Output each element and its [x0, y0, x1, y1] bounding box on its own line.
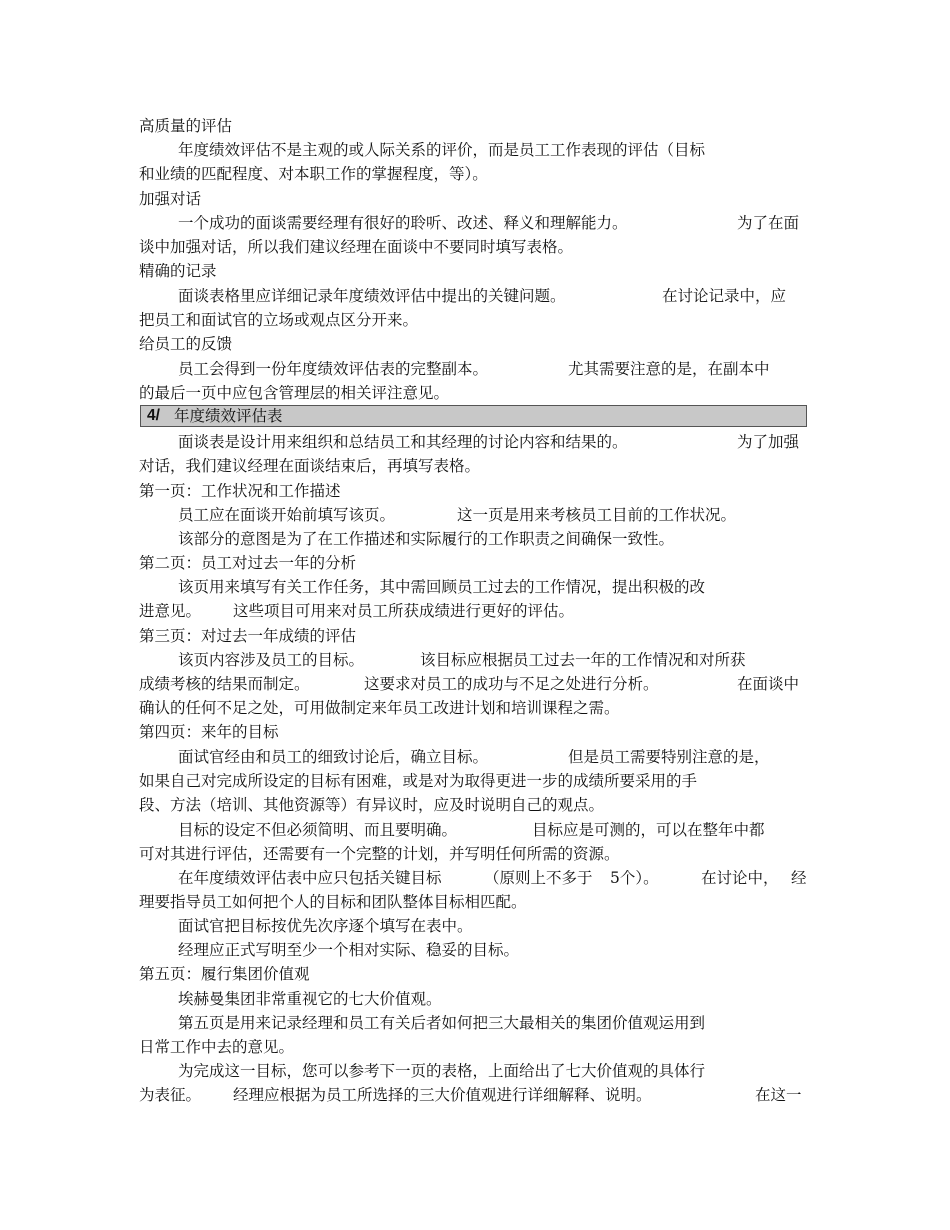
paragraph-line: 面谈表是设计用来组织和总结员工和其经理的讨论内容和结果的。 [178, 433, 628, 451]
section-title: 年度绩效评估表 [174, 407, 283, 425]
paragraph-line: 5个）。 [610, 869, 659, 887]
paragraph-line: 面试官经由和员工的细致讨论后，确立目标。 [178, 748, 489, 766]
paragraph-line: 在讨论中， [701, 869, 779, 887]
heading-page3: 第三页：对过去一年成绩的评估 [139, 627, 357, 645]
paragraph-line: 员工会得到一份年度绩效评估表的完整副本。 [178, 360, 489, 378]
paragraph-line: 这一页是用来考核员工目前的工作状况。 [457, 506, 737, 524]
heading-page2: 第二页：员工对过去一年的分析 [139, 554, 357, 572]
paragraph-line: 在面谈中 [737, 675, 800, 693]
paragraph-line: 该页内容涉及员工的目标。 [178, 651, 365, 669]
paragraph-line: 这要求对员工的成功与不足之处进行分析。 [364, 675, 659, 693]
paragraph-line: 如果自己对完成所设定的目标有困难，或是对为取得更进一步的成绩所要采用的手 [139, 772, 698, 790]
paragraph-line: 一个成功的面谈需要经理有很好的聆听、改述、释义和理解能力。 [178, 214, 628, 232]
paragraph-line: 为表征。 [139, 1086, 202, 1104]
paragraph-line: 面谈表格里应详细记录年度绩效评估中提出的关键问题。 [178, 287, 566, 305]
paragraph-line: 的最后一页中应包含管理层的相关评注意见。 [139, 384, 450, 402]
paragraph-line: 但是员工需要特别注意的是， [568, 748, 770, 766]
paragraph-line: 为了加强 [737, 433, 800, 451]
paragraph-line: 成绩考核的结果而制定。 [139, 675, 310, 693]
paragraph-line: 面试官把目标按优先次序逐个填写在表中。 [178, 917, 473, 935]
heading-record: 精确的记录 [139, 262, 217, 280]
paragraph-line: 经 [791, 869, 807, 887]
paragraph-line: 该部分的意图是为了在工作描述和实际履行的工作职责之间确保一致性。 [178, 530, 675, 548]
heading-dialog: 加强对话 [139, 190, 202, 208]
heading-page5: 第五页：履行集团价值观 [139, 965, 310, 983]
paragraph-line: 日常工作中去的意见。 [139, 1038, 295, 1056]
paragraph-line: 在这一 [755, 1086, 802, 1104]
paragraph-line: 年度绩效评估不是主观的或人际关系的评价，而是员工工作表现的评估（目标 [178, 141, 706, 159]
section-number: 4/ [147, 407, 160, 424]
paragraph-line: 为了在面 [737, 214, 800, 232]
paragraph-line: 对话，我们建议经理在面谈结束后，再填写表格。 [139, 457, 481, 475]
paragraph-line: 可对其进行评估，还需要有一个完整的计划，并写明任何所需的资源。 [139, 845, 620, 863]
section-header-bar [140, 405, 807, 427]
paragraph-line: 段、方法（培训、其他资源等）有异议时，应及时说明自己的观点。 [139, 796, 605, 814]
paragraph-line: 经理应根据为员工所选择的三大价值观进行详细解释、说明。 [233, 1086, 652, 1104]
paragraph-line: 该目标应根据员工过去一年的工作情况和对所获 [420, 651, 746, 669]
paragraph-line: 埃赫曼集团非常重视它的七大价值观。 [178, 990, 442, 1008]
paragraph-line: 理要指导员工如何把个人的目标和团队整体目标相匹配。 [139, 893, 527, 911]
heading-feedback: 给员工的反馈 [139, 335, 233, 353]
paragraph-line: 经理应正式写明至少一个相对实际、稳妥的目标。 [178, 941, 520, 959]
paragraph-line: 确认的任何不足之处，可用做制定来年员工改进计划和培训课程之需。 [139, 699, 620, 717]
paragraph-line: 为完成这一目标，您可以参考下一页的表格，上面给出了七大价值观的具体行 [178, 1062, 706, 1080]
heading-page4: 第四页：来年的目标 [139, 723, 279, 741]
paragraph-line: 和业绩的匹配程度、对本职工作的掌握程度，等）。 [139, 165, 488, 183]
paragraph-line: 目标的设定不但必须简明、而且要明确。 [178, 821, 458, 839]
paragraph-line: 把员工和面试官的立场或观点区分开来。 [139, 311, 419, 329]
paragraph-line: 在年度绩效评估表中应只包括关键目标 [178, 869, 442, 887]
paragraph-line: 第五页是用来记录经理和员工有关后者如何把三大最相关的集团价值观运用到 [178, 1014, 706, 1032]
paragraph-line: 在讨论记录中，应 [662, 287, 787, 305]
paragraph-line: 这些项目可用来对员工所获成绩进行更好的评估。 [233, 602, 575, 620]
paragraph-line: 员工应在面谈开始前填写该页。 [178, 506, 396, 524]
paragraph-line: 目标应是可测的，可以在整年中都 [532, 821, 765, 839]
heading-quality: 高质量的评估 [139, 117, 233, 135]
paragraph-line: 谈中加强对话，所以我们建议经理在面谈中不要同时填写表格。 [139, 238, 574, 256]
paragraph-line: （原则上不多于 [484, 869, 593, 887]
paragraph-line: 该页用来填写有关工作任务，其中需回顾员工过去的工作情况，提出积极的改 [178, 578, 706, 596]
heading-page1: 第一页：工作状况和工作描述 [139, 482, 341, 500]
paragraph-line: 进意见。 [139, 602, 202, 620]
paragraph-line: 尤其需要注意的是，在副本中 [568, 360, 770, 378]
